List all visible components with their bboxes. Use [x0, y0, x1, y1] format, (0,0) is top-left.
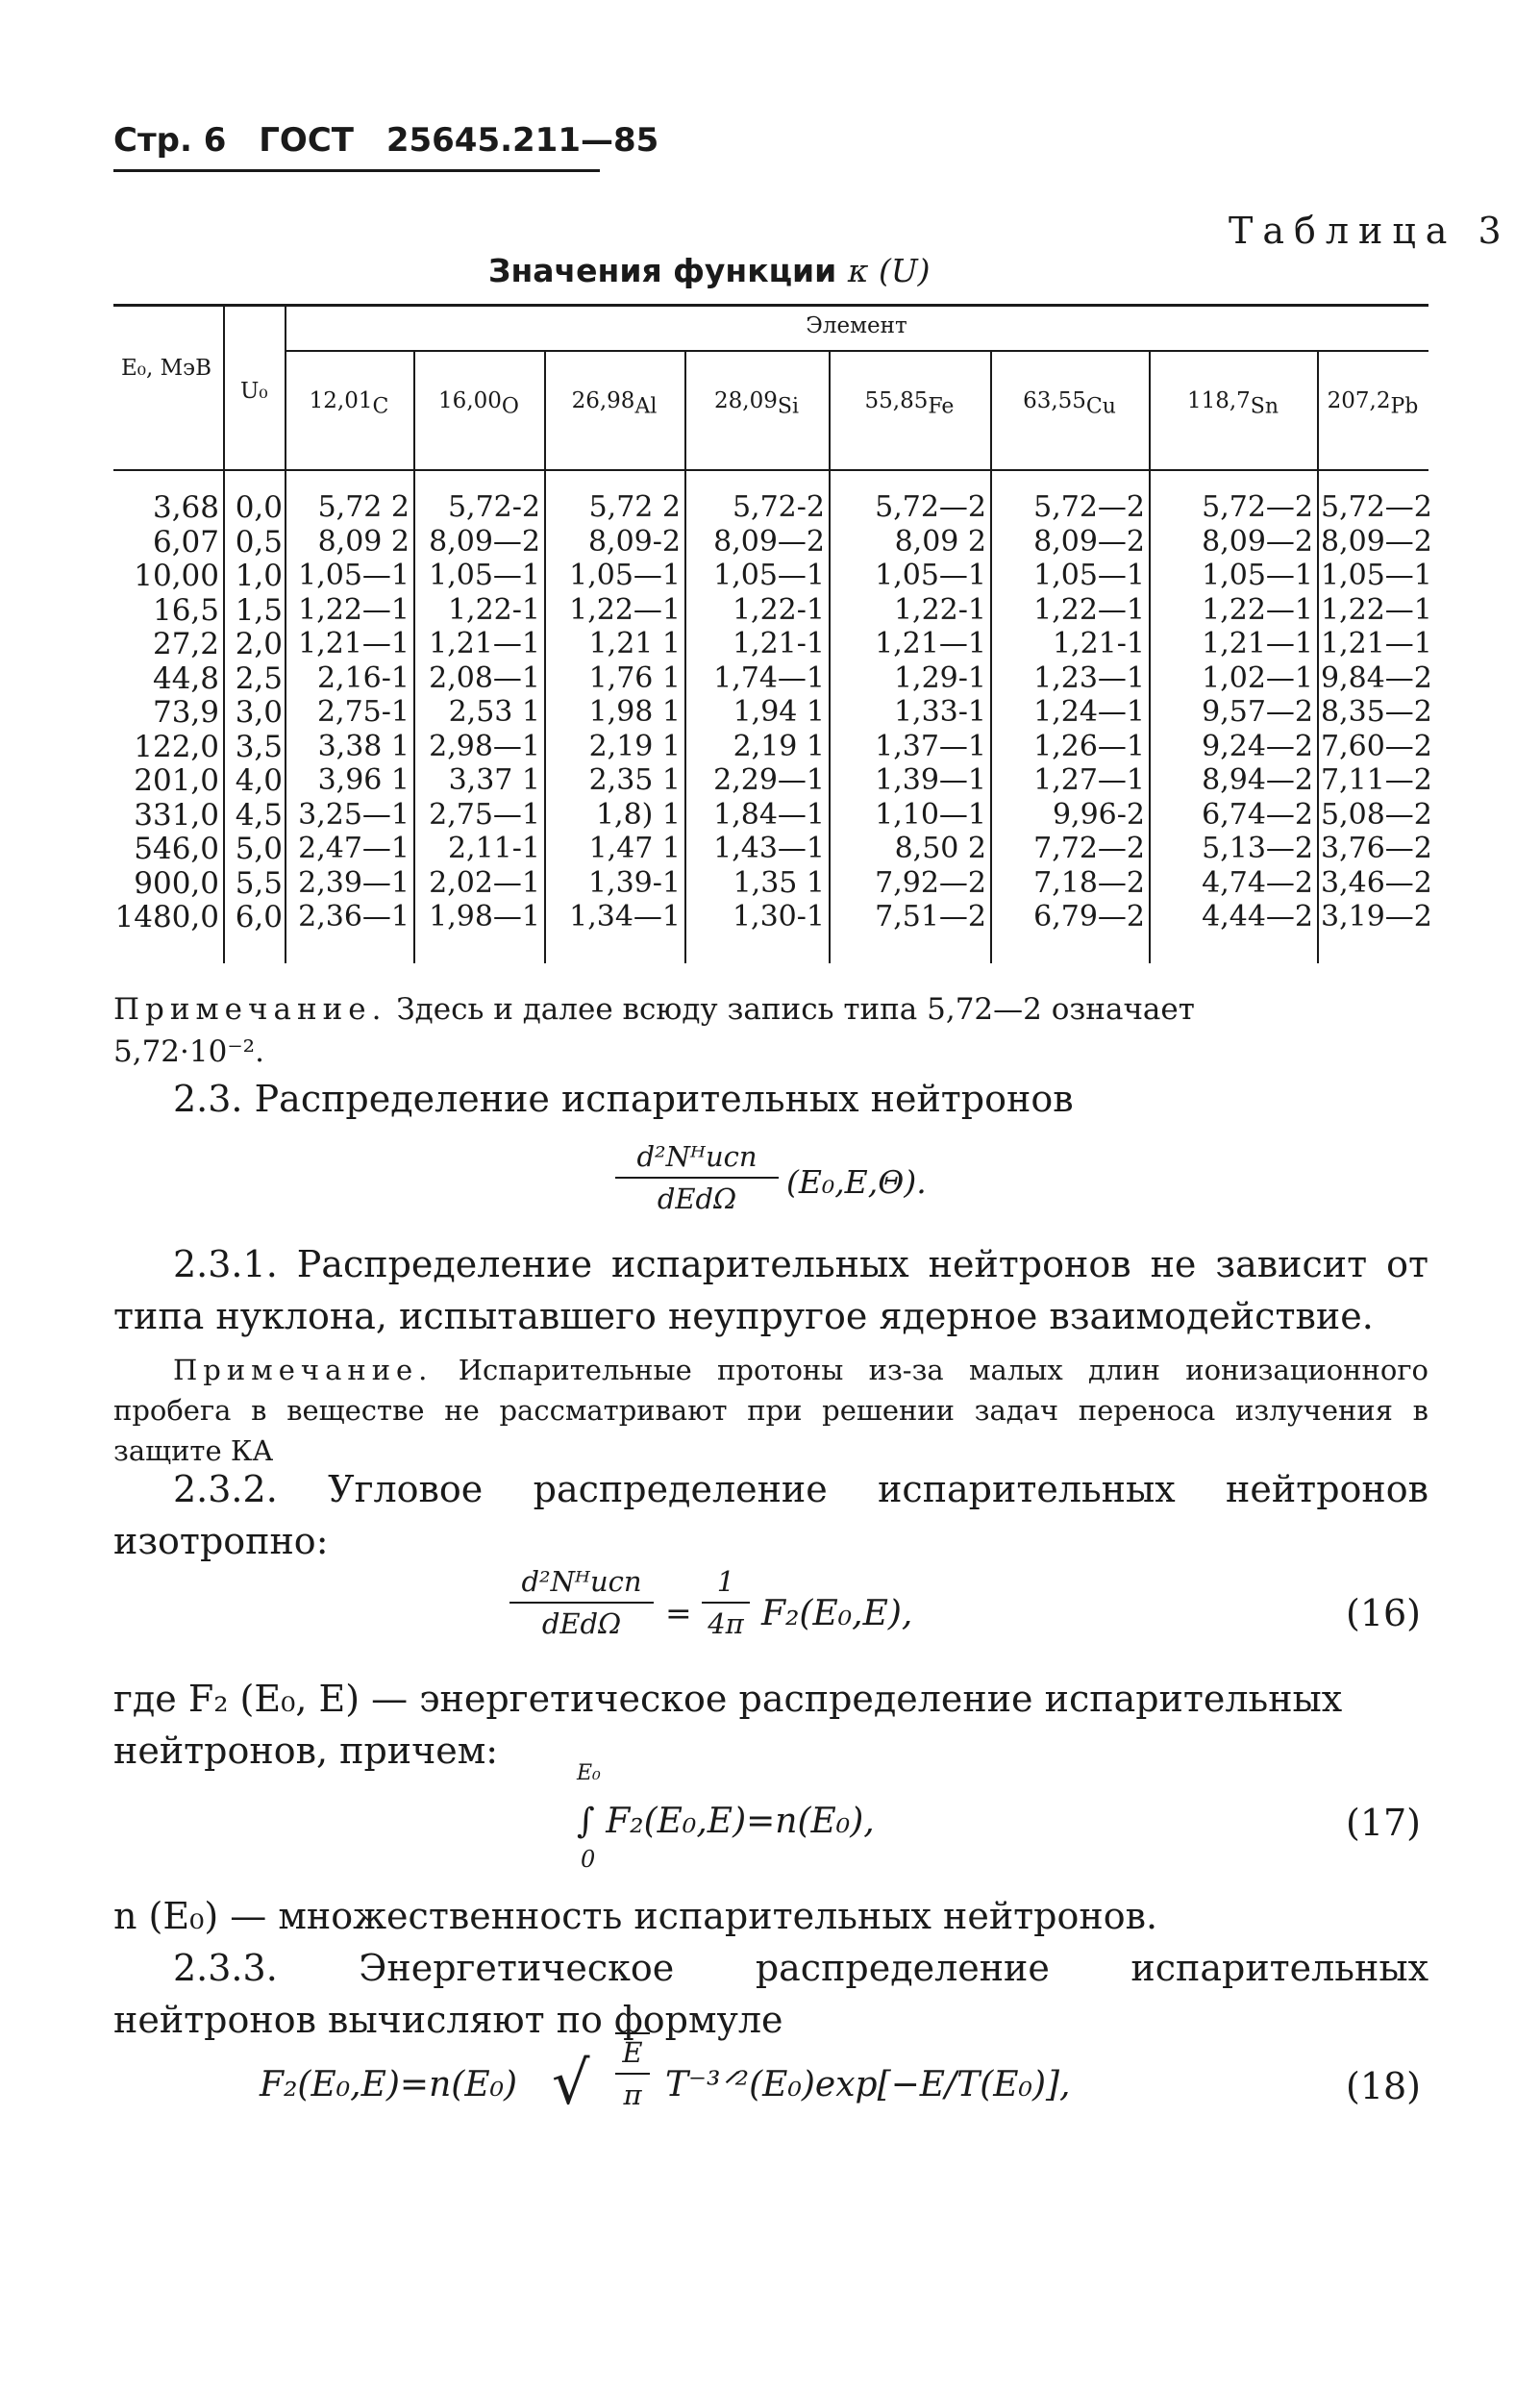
cell-value: 2,11-1	[447, 832, 540, 865]
cell-value: 8,09 2	[317, 524, 410, 559]
cell-value: 1,21 1	[588, 627, 681, 660]
header-element: Элемент	[806, 313, 907, 338]
eq18-sqrt-fraction: E π	[615, 2032, 650, 2111]
eq16-rhs: F₂(E₀,E),	[761, 1594, 913, 1633]
cell-value: 2,19 1	[588, 729, 681, 763]
standard-label: ГОСТ	[259, 121, 354, 160]
cell-e0: 44,8	[152, 660, 219, 696]
cell-value: 5,72-2	[732, 490, 825, 524]
eq17-number: (17)	[1346, 1802, 1422, 1844]
element-mass: 12,01	[309, 388, 373, 413]
column-rule	[1149, 350, 1151, 963]
cell-value: 1,33-1	[893, 695, 986, 729]
cell-value: 1,34—1	[569, 900, 681, 934]
cell-value: 1,27—1	[1033, 763, 1145, 797]
element-symbol: Fe	[928, 394, 955, 419]
cell-value: 3,37 1	[448, 763, 540, 797]
note-1-text: Здесь и далее всюду запись типа 5,72—2 означает	[396, 992, 1195, 1027]
cell-u0: 6,0	[235, 900, 283, 934]
cell-e0: 16,5	[152, 592, 219, 628]
cell-value: 1,98—1	[429, 900, 540, 934]
element-si	[684, 388, 829, 419]
cell-value: 2,35 1	[588, 763, 681, 797]
cell-value: 4,74—2	[1202, 865, 1313, 900]
cell-e0: 73,9	[152, 695, 219, 730]
section-2-3-2: 2.3.2. Угловое распределение испарительных нейтронов изотропно:	[113, 1468, 1428, 1562]
note-1-label: Примечание.	[113, 992, 387, 1027]
cell-value: 5,72—2	[875, 490, 986, 524]
cell-value: 1,37—1	[875, 729, 986, 763]
cell-value: 7,72—2	[1033, 832, 1145, 865]
eq16-equals: =	[665, 1594, 692, 1631]
section-2-3-3: 2.3.3. Энергетическое распределение испарительных нейтронов вычисляют по формуле	[113, 1947, 1428, 2041]
cell-value: 7,92—2	[875, 865, 986, 900]
cell-u0: 3,5	[235, 729, 283, 764]
cell-value: 2,19 1	[733, 729, 825, 763]
page-header	[113, 121, 680, 160]
cell-u0: 0,5	[235, 524, 283, 560]
cell-e0: 331,0	[134, 797, 219, 833]
eq17-body: ∫ F₂(E₀,E)=n(E₀),	[577, 1802, 875, 1841]
note-1-example: 5,72·10⁻².	[113, 1034, 264, 1069]
cell-value: 2,75—1	[429, 797, 540, 832]
note-1	[113, 988, 1428, 1073]
cell-value: 1,23—1	[1033, 660, 1145, 695]
cell-u0: 4,5	[235, 797, 283, 833]
cell-e0: 900,0	[134, 865, 219, 901]
cell-value: 1,05—1	[713, 559, 825, 592]
section-2-3-title: 2.3. Распределение испарительных нейтронов	[173, 1078, 1074, 1120]
formula-2-3-fraction: d²Nᴴисп dEdΩ	[615, 1140, 779, 1215]
cell-value: 2,16-1	[316, 660, 410, 695]
cell-u0: 2,5	[235, 660, 283, 696]
element-o	[413, 388, 544, 419]
cell-value: 1,8) 1	[595, 797, 681, 832]
element-mass: 207,2	[1327, 388, 1391, 413]
header-e0: E₀, МэВ	[121, 356, 211, 381]
cell-value: 1,10—1	[875, 797, 986, 832]
cell-value: 1,22—1	[298, 592, 410, 627]
eq18-rhs: T⁻³ᐟ²(E₀)exp[−E/T(E₀)],	[665, 2065, 1071, 2104]
element-cu	[990, 388, 1149, 419]
cell-u0: 5,0	[235, 832, 283, 866]
cell-value: 1,94 1	[733, 695, 825, 729]
eq16-number: (16)	[1346, 1592, 1422, 1634]
cell-value: 8,09—2	[1321, 524, 1432, 559]
column-rule	[544, 350, 546, 963]
cell-value: 1,22—1	[569, 592, 681, 627]
note-2-text: Испарительные протоны из-за малых длин ионизационного пробега в веществе не рассматривают при решении задач переноса излучения в защите КА	[113, 1354, 1428, 1467]
element-mass: 28,09	[714, 388, 778, 413]
cell-value: 1,21—1	[298, 627, 410, 660]
cell-value: 7,18—2	[1033, 865, 1145, 900]
cell-u0: 1,0	[235, 559, 283, 593]
cell-value: 1,26—1	[1033, 729, 1145, 763]
cell-value: 2,36—1	[298, 900, 410, 934]
cell-value: 1,47 1	[588, 832, 681, 865]
n-definition: n (E₀) — множественность испарительных нейтронов.	[113, 1895, 1158, 1937]
cell-value: 8,09—2	[429, 524, 540, 559]
cell-value: 8,50 2	[894, 832, 986, 865]
element-mass: 118,7	[1186, 388, 1251, 413]
element-fe	[829, 388, 990, 419]
cell-value: 1,22-1	[447, 592, 540, 627]
standard-number: 25645.211—85	[385, 121, 659, 160]
where-text: где F₂ (E₀, E) — энергетическое распределение испарительных нейтронов, причем:	[113, 1678, 1343, 1772]
cell-value: 6,74—2	[1202, 797, 1313, 832]
element-mass: 26,98	[571, 388, 635, 413]
eq17-lower-limit: 0	[581, 1846, 596, 1873]
cell-e0: 6,07	[152, 524, 219, 560]
cell-value: 2,29—1	[713, 763, 825, 797]
cell-e0: 10,00	[134, 559, 219, 593]
cell-value: 1,76 1	[588, 660, 681, 695]
eq16-lhs-fraction: d²Nᴴисп dEdΩ	[509, 1565, 654, 1640]
cell-value: 1,35 1	[733, 865, 825, 900]
cell-value: 8,94—2	[1202, 763, 1313, 797]
cell-u0: 3,0	[235, 695, 283, 730]
table-top-rule	[113, 304, 1428, 307]
cell-value: 1,21—1	[1321, 627, 1432, 660]
cell-value: 1,21—1	[429, 627, 540, 660]
element-symbol: Si	[777, 394, 799, 419]
table-title: Значения функции κ (U)	[488, 252, 931, 289]
cell-value: 5,72—2	[1033, 490, 1145, 524]
cell-value: 8,09-2	[587, 524, 681, 559]
element-mass: 55,85	[864, 388, 929, 413]
cell-value: 7,11—2	[1321, 763, 1432, 797]
cell-e0: 1480,0	[114, 900, 219, 934]
cell-value: 3,19—2	[1321, 900, 1432, 934]
cell-e0: 27,2	[152, 627, 219, 661]
page-number: Стр. 6	[113, 121, 227, 160]
eq16-coef-fraction: 1 4π	[702, 1565, 750, 1640]
cell-e0: 546,0	[134, 832, 219, 866]
cell-value: 1,05—1	[1202, 559, 1313, 592]
cell-value: 1,74—1	[713, 660, 825, 695]
cell-value: 1,21—1	[1202, 627, 1313, 660]
cell-value: 8,09—2	[1202, 524, 1313, 559]
cell-value: 3,76—2	[1321, 832, 1432, 865]
table-title-func: κ (U)	[847, 252, 931, 289]
cell-value: 5,08—2	[1321, 797, 1432, 832]
cell-value: 2,98—1	[429, 729, 540, 763]
element-symbol: Sn	[1250, 394, 1279, 419]
cell-value: 1,22-1	[893, 592, 986, 627]
cell-value: 1,21-1	[1052, 627, 1145, 660]
element-mass: 16,00	[438, 388, 502, 413]
column-rule	[413, 350, 415, 963]
cell-value: 1,21—1	[875, 627, 986, 660]
cell-u0: 0,0	[235, 490, 283, 525]
element-pb	[1317, 388, 1428, 419]
column-rule	[1317, 350, 1319, 963]
cell-value: 1,22—1	[1202, 592, 1313, 627]
element-symbol: Pb	[1390, 394, 1419, 419]
cell-value: 2,47—1	[298, 832, 410, 865]
eq18-number: (18)	[1346, 2065, 1422, 2107]
cell-value: 2,39—1	[298, 865, 410, 900]
table-label: Таблица 3	[1229, 210, 1511, 252]
cell-value: 1,05—1	[298, 559, 410, 592]
cell-value: 9,96-2	[1052, 797, 1145, 832]
cell-value: 8,35—2	[1321, 695, 1432, 729]
cell-value: 1,21-1	[732, 627, 825, 660]
cell-value: 3,46—2	[1321, 865, 1432, 900]
cell-e0: 122,0	[134, 729, 219, 764]
cell-value: 1,22-1	[732, 592, 825, 627]
cell-value: 1,24—1	[1033, 695, 1145, 729]
sqrt-icon: √	[552, 2048, 590, 2118]
cell-value: 2,02—1	[429, 865, 540, 900]
element-symbol: C	[372, 394, 389, 419]
element-symbol: Cu	[1085, 394, 1116, 419]
cell-u0: 4,0	[235, 763, 283, 798]
cell-e0: 201,0	[134, 763, 219, 798]
cell-value: 5,72-2	[447, 490, 540, 524]
column-rule	[829, 350, 831, 963]
cell-value: 8,09—2	[1033, 524, 1145, 559]
cell-value: 7,51—2	[875, 900, 986, 934]
cell-value: 2,08—1	[429, 660, 540, 695]
cell-value: 6,79—2	[1033, 900, 1145, 934]
cell-value: 3,38 1	[317, 729, 410, 763]
cell-value: 1,05—1	[569, 559, 681, 592]
cell-value: 1,98 1	[588, 695, 681, 729]
cell-value: 1,29-1	[893, 660, 986, 695]
table-header-rule	[113, 469, 1428, 471]
cell-u0: 5,5	[235, 865, 283, 901]
header-u0: U₀	[240, 379, 268, 404]
section-2-3-1: 2.3.1. Распределение испарительных нейтронов не зависит от типа нуклона, испытавшего неупругое ядерное взаимодействие.	[113, 1243, 1428, 1337]
cell-value: 4,44—2	[1202, 900, 1313, 934]
cell-value: 1,22—1	[1033, 592, 1145, 627]
cell-value: 5,72 2	[588, 490, 681, 524]
element-al	[544, 388, 684, 419]
column-rule	[684, 350, 686, 963]
element-sn	[1149, 388, 1317, 419]
cell-value: 2,75-1	[316, 695, 410, 729]
note-2	[113, 1350, 1428, 1471]
note-2-label: Примечание.	[173, 1354, 434, 1386]
cell-value: 8,09—2	[713, 524, 825, 559]
cell-value: 3,25—1	[298, 797, 410, 832]
cell-value: 9,24—2	[1202, 729, 1313, 763]
cell-value: 1,05—1	[1321, 559, 1432, 592]
element-mass: 63,55	[1023, 388, 1086, 413]
element-c	[285, 388, 413, 419]
cell-u0: 2,0	[235, 627, 283, 661]
cell-u0: 1,5	[235, 592, 283, 628]
eq17-upper-limit: E₀	[577, 1761, 601, 1785]
cell-value: 5,13—2	[1202, 832, 1313, 865]
element-symbol: O	[501, 394, 519, 419]
cell-value: 1,05—1	[875, 559, 986, 592]
cell-value: 9,57—2	[1202, 695, 1313, 729]
cell-value: 1,02—1	[1202, 660, 1313, 695]
cell-value: 8,09 2	[894, 524, 986, 559]
cell-value: 5,72—2	[1321, 490, 1432, 524]
cell-e0: 3,68	[152, 490, 219, 525]
cell-value: 1,05—1	[429, 559, 540, 592]
cell-value: 7,60—2	[1321, 729, 1432, 763]
column-rule	[990, 350, 992, 963]
element-header-rule	[285, 350, 1428, 352]
cell-value: 1,39-1	[587, 865, 681, 900]
cell-value: 3,96 1	[317, 763, 410, 797]
eq18-lhs: F₂(E₀,E)=n(E₀)	[260, 2065, 518, 2104]
formula-2-3-args: (E₀,E,Θ).	[786, 1163, 927, 1201]
cell-value: 1,43—1	[713, 832, 825, 865]
cell-value: 5,72—2	[1202, 490, 1313, 524]
cell-value: 1,84—1	[713, 797, 825, 832]
element-symbol: Al	[634, 394, 658, 419]
cell-value: 1,39—1	[875, 763, 986, 797]
cell-value: 9,84—2	[1321, 660, 1432, 695]
cell-value: 1,05—1	[1033, 559, 1145, 592]
cell-value: 5,72 2	[317, 490, 410, 524]
cell-value: 1,22—1	[1321, 592, 1432, 627]
cell-value: 2,53 1	[448, 695, 540, 729]
cell-value: 1,30-1	[732, 900, 825, 934]
header-rule	[113, 169, 600, 172]
